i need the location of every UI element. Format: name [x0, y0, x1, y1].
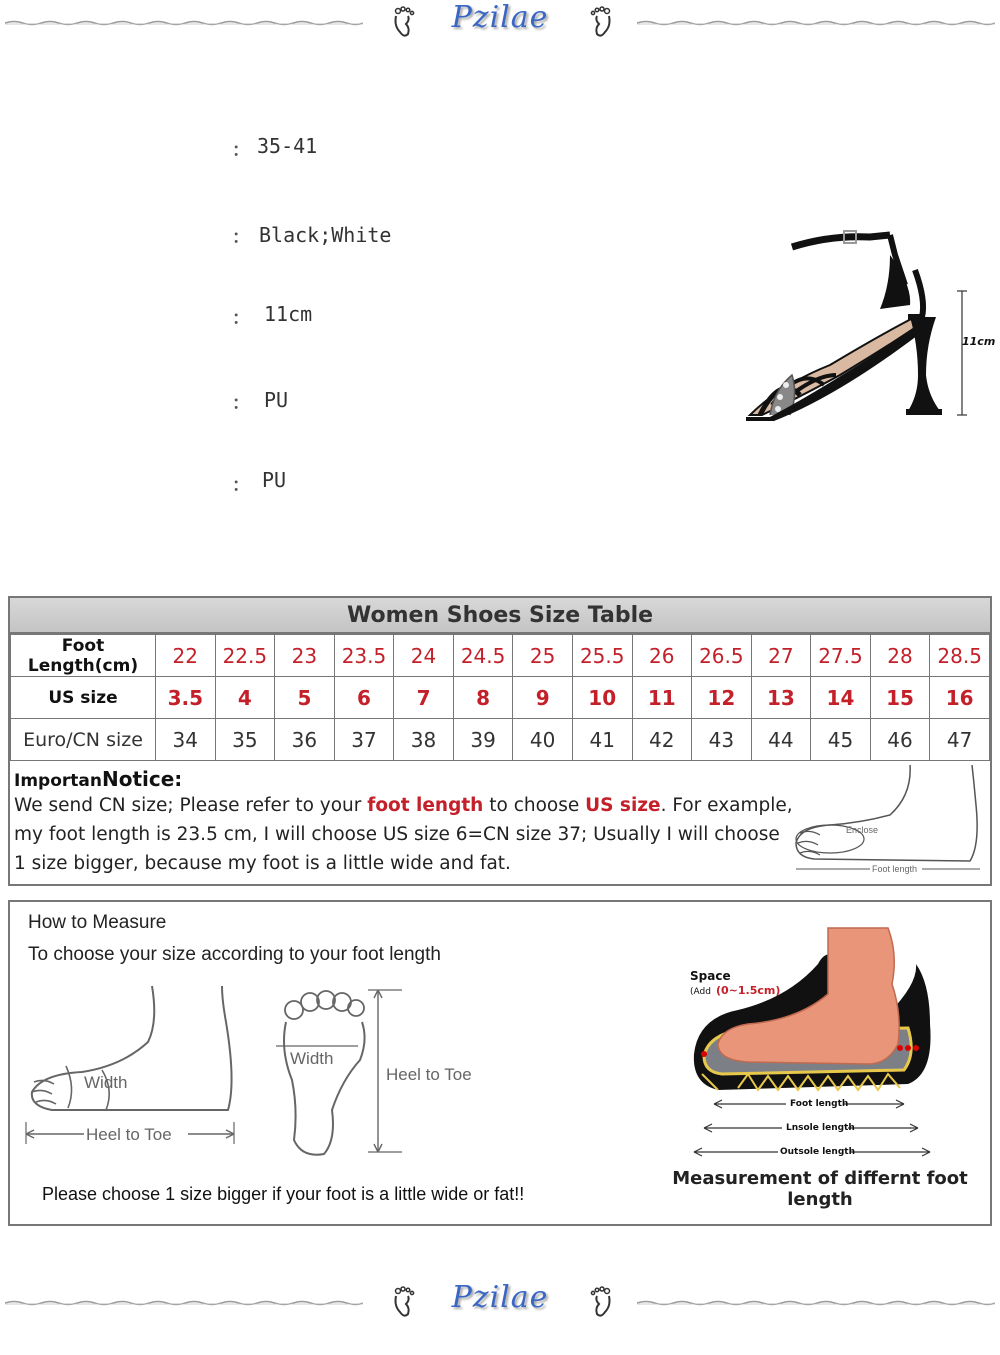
- size-cell: 26: [632, 635, 692, 677]
- spec-upper-material: [0, 467, 700, 507]
- spec-value: 11cm: [264, 302, 313, 326]
- size-cell: 11: [632, 677, 692, 719]
- measure-title: How to Measure: [28, 912, 167, 933]
- footprint-icon: [585, 1286, 615, 1320]
- size-cell: 14: [811, 677, 871, 719]
- size-cell: 25.5: [572, 635, 632, 677]
- size-row-header: US size: [11, 677, 156, 719]
- size-cell: 28.5: [930, 635, 990, 677]
- size-cell: 23.5: [334, 635, 394, 677]
- notice-title-b: Notice:: [101, 767, 183, 791]
- size-cell: 36: [275, 719, 335, 761]
- size-cell: 38: [394, 719, 454, 761]
- notice-highlight: US size: [585, 795, 661, 816]
- add-label: (Add: [690, 987, 711, 997]
- size-cell: 27: [751, 635, 811, 677]
- size-grid: [10, 634, 990, 761]
- side-heel-to-toe-label: Heel to Toe: [86, 1125, 172, 1144]
- decorative-wave-rule: [5, 1300, 363, 1306]
- side-width-label: Width: [84, 1073, 128, 1092]
- size-cell: 22: [156, 635, 216, 677]
- size-cell: 44: [751, 719, 811, 761]
- size-cell: 16: [930, 677, 990, 719]
- size-cell: 46: [870, 719, 930, 761]
- foot-side-view-icon: [22, 982, 242, 1152]
- notice-text: We send CN size; Please refer to your: [14, 795, 368, 816]
- size-cell: 26.5: [692, 635, 752, 677]
- size-cell: 5: [275, 677, 335, 719]
- size-row-foot-length: [11, 635, 990, 677]
- footprint-icon: [390, 1286, 420, 1320]
- size-cell: 23: [275, 635, 335, 677]
- size-cell: 9: [513, 677, 573, 719]
- spec-lining-material: [0, 385, 700, 425]
- notice-line-1: [14, 791, 794, 820]
- size-cell: 24.5: [453, 635, 513, 677]
- size-cell: 34: [156, 719, 216, 761]
- size-row-euro: [11, 719, 990, 761]
- footprint-icon: [390, 6, 420, 40]
- spec-colon: ：: [232, 393, 250, 414]
- size-table: [8, 596, 992, 886]
- brand-logo: Pzilae: [451, 0, 549, 35]
- header-brand-bar: [0, 0, 1000, 50]
- size-cell: 3.5: [156, 677, 216, 719]
- enclose-label: Enclose: [846, 825, 879, 835]
- size-cell: 12: [692, 677, 752, 719]
- size-cell: 6: [334, 677, 394, 719]
- sandal-product-image: [740, 225, 1000, 425]
- size-cell: 43: [692, 719, 752, 761]
- size-row-header: Foot Length(cm): [11, 635, 156, 677]
- notice-body: [14, 791, 794, 878]
- how-to-measure: [8, 900, 992, 1226]
- footer-brand-bar: [0, 1280, 1000, 1330]
- size-cell: 47: [930, 719, 990, 761]
- notice-box: [10, 761, 990, 883]
- foot-sole-view-icon: [272, 980, 492, 1160]
- notice-highlight: foot length: [367, 795, 484, 816]
- size-cell: 4: [215, 677, 275, 719]
- size-cell: 24: [394, 635, 454, 677]
- foot-length-label: Foot length: [790, 1099, 849, 1109]
- decorative-wave-rule: [637, 20, 995, 26]
- spec-colon: ：: [232, 140, 250, 161]
- size-advice-note: Please choose 1 size bigger if your foot is a little wide or fat!!: [42, 1184, 525, 1204]
- spec-size: [0, 132, 700, 172]
- measure-subtitle: To choose your size according to your foot length: [28, 944, 441, 965]
- size-cell: 25: [513, 635, 573, 677]
- size-cell: 28: [870, 635, 930, 677]
- spec-value: PU: [262, 468, 287, 492]
- spec-colon: ：: [232, 475, 250, 496]
- heel-height-label: 11cm: [962, 335, 996, 348]
- spec-heel-height: [0, 300, 700, 340]
- size-cell: 45: [811, 719, 871, 761]
- foot-length-label: Foot length: [872, 864, 918, 874]
- outsole-length-label: Outsole length: [780, 1147, 855, 1157]
- size-cell: 27.5: [811, 635, 871, 677]
- size-cell: 13: [751, 677, 811, 719]
- notice-line-3: 1 size bigger, because my foot is a little wide and fat.: [14, 853, 511, 874]
- shoe-measurement-diagram: [678, 924, 978, 1164]
- insole-length-label: Lnsole length: [786, 1123, 855, 1133]
- size-cell: 41: [572, 719, 632, 761]
- size-cell: 35: [215, 719, 275, 761]
- size-cell: 15: [870, 677, 930, 719]
- sole-heel-to-toe-label: Heel to Toe: [386, 1065, 472, 1084]
- space-label: Space: [690, 969, 731, 983]
- decorative-wave-rule: [5, 20, 363, 26]
- notice-text: to choose: [483, 795, 586, 816]
- notice-title-a: Importan: [14, 771, 102, 791]
- spec-colon: ：: [232, 308, 250, 329]
- spec-value: Black;White: [259, 223, 392, 247]
- brand-logo: Pzilae: [451, 1280, 549, 1315]
- measurement-caption: Measurement of differnt foot length: [672, 1168, 968, 1210]
- size-cell: 37: [334, 719, 394, 761]
- spec-colour: [0, 219, 700, 259]
- size-cell: 39: [453, 719, 513, 761]
- footprint-icon: [585, 6, 615, 40]
- size-row-header: Euro/CN size: [11, 719, 156, 761]
- size-cell: 42: [632, 719, 692, 761]
- spec-value: 35-41: [257, 134, 318, 158]
- size-cell: 10: [572, 677, 632, 719]
- add-range-label: (0~1.5cm): [716, 984, 781, 997]
- spec-value: PU: [264, 388, 289, 412]
- size-row-us: [11, 677, 990, 719]
- spec-colon: ：: [232, 227, 250, 248]
- sole-width-label: Width: [290, 1049, 334, 1068]
- foot-outline-icon: [790, 765, 985, 879]
- size-cell: 22.5: [215, 635, 275, 677]
- size-cell: 7: [394, 677, 454, 719]
- notice-text: . For example,: [660, 795, 793, 816]
- size-cell: 8: [453, 677, 513, 719]
- size-table-title: Women Shoes Size Table: [10, 598, 990, 634]
- decorative-wave-rule: [637, 1300, 995, 1306]
- size-cell: 40: [513, 719, 573, 761]
- notice-line-2: my foot length is 23.5 cm, I will choose US size 6=CN size 37; Usually I will choose: [14, 824, 780, 845]
